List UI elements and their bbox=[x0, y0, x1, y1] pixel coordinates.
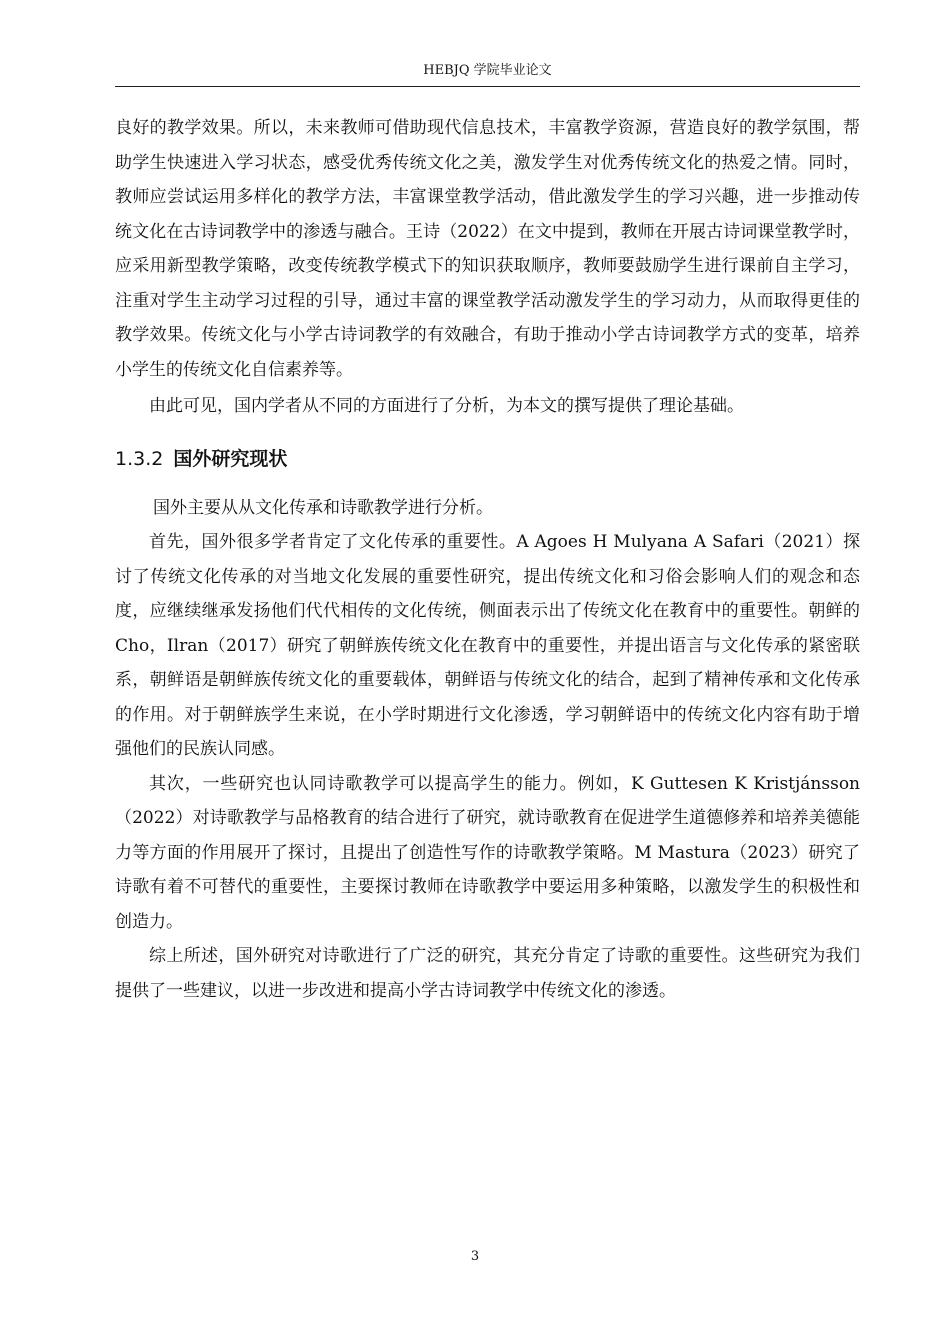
paragraph-continued: 良好的教学效果。所以，未来教师可借助现代信息技术，丰富教学资源，营造良好的教学氛围，帮助学生快速进入学习状态，感受优秀传统文化之美，激发学生对优秀传统文化的热爱之情。同时，教师应尝试运用多样化的教学方法，丰富课堂教学活动，借此激发学生的学习兴趣，进一步推动传统文化在古诗词教学中的渗透与融合。王诗（2022）在文中提到，教师在开展古诗词课堂教学时，应采用新型教学策略，改变传统教学模式下的知识获取顺序，教师要鼓励学生进行课前自主学习，注重对学生主动学习过程的引导，通过丰富的课堂教学活动激发学生的学习动力，从而取得更佳的教学效果。传统文化与小学古诗词教学的有效融合，有助于推动小学古诗词教学方式的变革，培养小学生的传统文化自信素养等。 bbox=[115, 118, 860, 380]
section-title: 国外研究现状 bbox=[173, 447, 288, 470]
paragraph-intro: 国外主要从从文化传承和诗歌教学进行分析。 bbox=[153, 497, 493, 518]
page-number: 3 bbox=[470, 1249, 480, 1264]
section-heading bbox=[115, 445, 860, 473]
header-divider bbox=[115, 86, 860, 87]
paragraph-poetry-teaching: 其次，一些研究也认同诗歌教学可以提高学生的能力。例如，K Guttesen K Kristjánsson（2022）对诗歌教学与品格教育的结合进行了研究，就诗歌教育在促进学生道德修养和培养美德能力等方面的作用展开了探讨，且提出了创造性写作的诗歌教学策略。M Mastura（2023）研究了诗歌有着不可替代的重要性，主要探讨教师在诗歌教学中要运用多种策略，以激发学生的积极性和创造力。 bbox=[115, 773, 860, 932]
paragraph-summary-foreign: 综上所述，国外研究对诗歌进行了广泛的研究，其充分肯定了诗歌的重要性。这些研究为我们提供了一些建议，以进一步改进和提高小学古诗词教学中传统文化的渗透。 bbox=[115, 946, 860, 1001]
paragraph-summary-domestic: 由此可见，国内学者从不同的方面进行了分析，为本文的撰写提供了理论基础。 bbox=[149, 396, 744, 416]
paragraph-cultural-heritage: 首先，国外很多学者肯定了文化传承的重要性。A Agoes H Mulyana A Safari（2021）探讨了传统文化传承的对当地文化发展的重要性研究，提出传统文化和习俗会影响人们的观念和态度，应继续继承发扬他们代代相传的文化传统，侧面表示出了传统文化在教育中的重要性。朝鲜的 Cho，Ilran（2017）研究了朝鲜族传统文化在教育中的重要性，并提出语言与文化传承的紧密联系，朝鲜语是朝鲜族传统文化的重要载体，朝鲜语与传统文化的结合，起到了精神传承和文化传承的作用。对于朝鲜族学生来说，在小学时期进行文化渗透，学习朝鲜语中的传统文化内容有助于增强他们的民族认同感。 bbox=[115, 532, 860, 759]
page-header: HEBJQ 学院毕业论文 bbox=[423, 63, 552, 78]
section-number: 1.3.2 bbox=[115, 447, 164, 470]
page-body bbox=[115, 111, 860, 1008]
